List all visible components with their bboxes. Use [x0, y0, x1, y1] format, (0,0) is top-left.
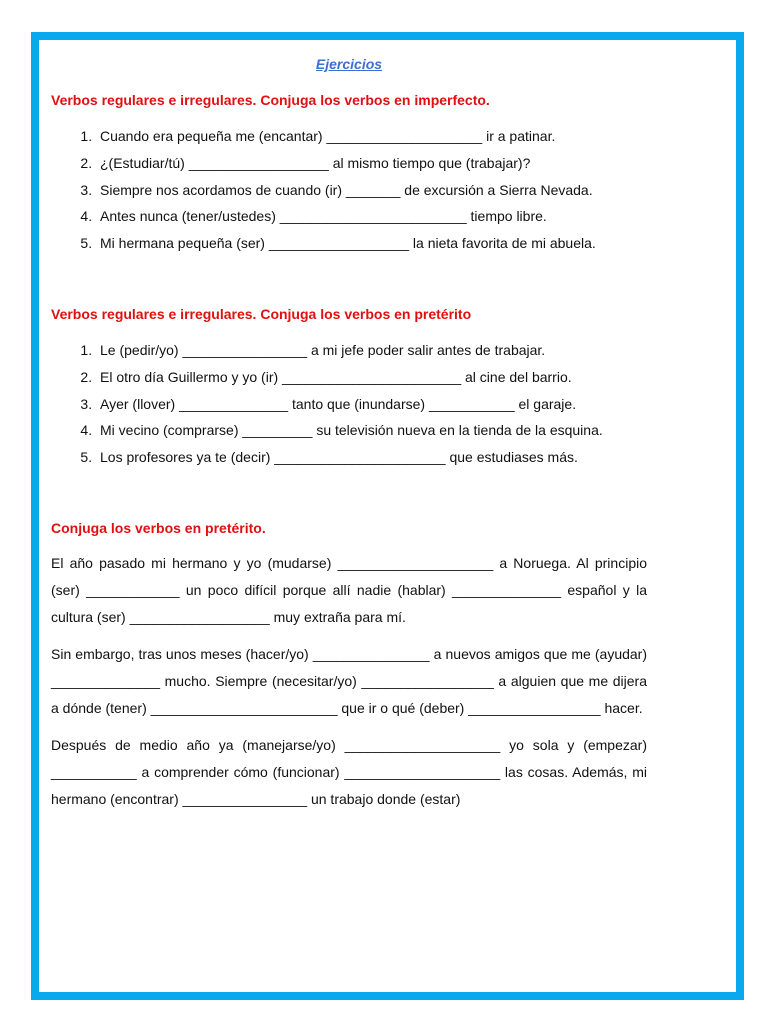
section-heading-texto: Conjuga los verbos en pretérito. — [51, 519, 266, 536]
worksheet — [51, 56, 647, 813]
list-item: 2. El otro día Guillermo y yo (ir) _______________________ al cine del barrio. — [96, 364, 647, 391]
page-title: Ejercicios — [315, 56, 383, 72]
list-item: 3. Ayer (llover) ______________ tanto que (inundarse) ___________ el garaje. — [96, 391, 647, 418]
paragraph-2: Sin embargo, tras unos meses (hacer/yo) _______________ a nuevos amigos que me (ayudar) ______________ mucho. Siempre (necesitar/yo) _________________ a alguien que me dijera a dónde (tener) ________________________ que ir o qué (deber) _________________ hacer. — [51, 645, 647, 716]
list-item: 3. Siempre nos acordamos de cuando (ir) _______ de excursión a Sierra Nevada. — [96, 177, 647, 204]
list-item: 5. Mi hermana pequeña (ser) __________________ la nieta favorita de mi abuela. — [96, 230, 647, 257]
exercise-list-imperfecto — [51, 123, 647, 257]
list-item: 5. Los profesores ya te (decir) ______________________ que estudiases más. — [96, 444, 647, 471]
paragraph-1: El año pasado mi hermano y yo (mudarse) ____________________ a Noruega. Al principio (ser) ____________ un poco difícil porque allí nadie (hablar) ______________ español y la cultura (ser) __________________ muy extraña para mí. — [51, 554, 647, 625]
list-item: 2. ¿(Estudiar/tú) __________________ al mismo tiempo que (trabajar)? — [96, 150, 647, 177]
list-item: 4. Antes nunca (tener/ustedes) ________________________ tiempo libre. — [96, 203, 647, 230]
section-heading-imperfecto: Verbos regulares e irregulares. Conjuga los verbos en imperfecto. — [51, 92, 490, 108]
exercise-list-preterito — [51, 337, 647, 471]
list-item: 4. Mi vecino (comprarse) _________ su televisión nueva en la tienda de la esquina. — [96, 417, 647, 444]
list-item: 1. Cuando era pequeña me (encantar) ____________________ ir a patinar. — [96, 123, 647, 150]
paragraph-3: Después de medio año ya (manejarse/yo) ____________________ yo sola y (empezar) ___________ a comprender cómo (funcionar) ____________________ las cosas. Además, mi hermano (encontrar) ________________ un trabajo donde (estar) — [51, 736, 647, 807]
section-heading-preterito: Verbos regulares e irregulares. Conjuga los verbos en pretérito — [51, 305, 472, 322]
list-item: 1. Le (pedir/yo) ________________ a mi jefe poder salir antes de trabajar. — [96, 337, 647, 364]
